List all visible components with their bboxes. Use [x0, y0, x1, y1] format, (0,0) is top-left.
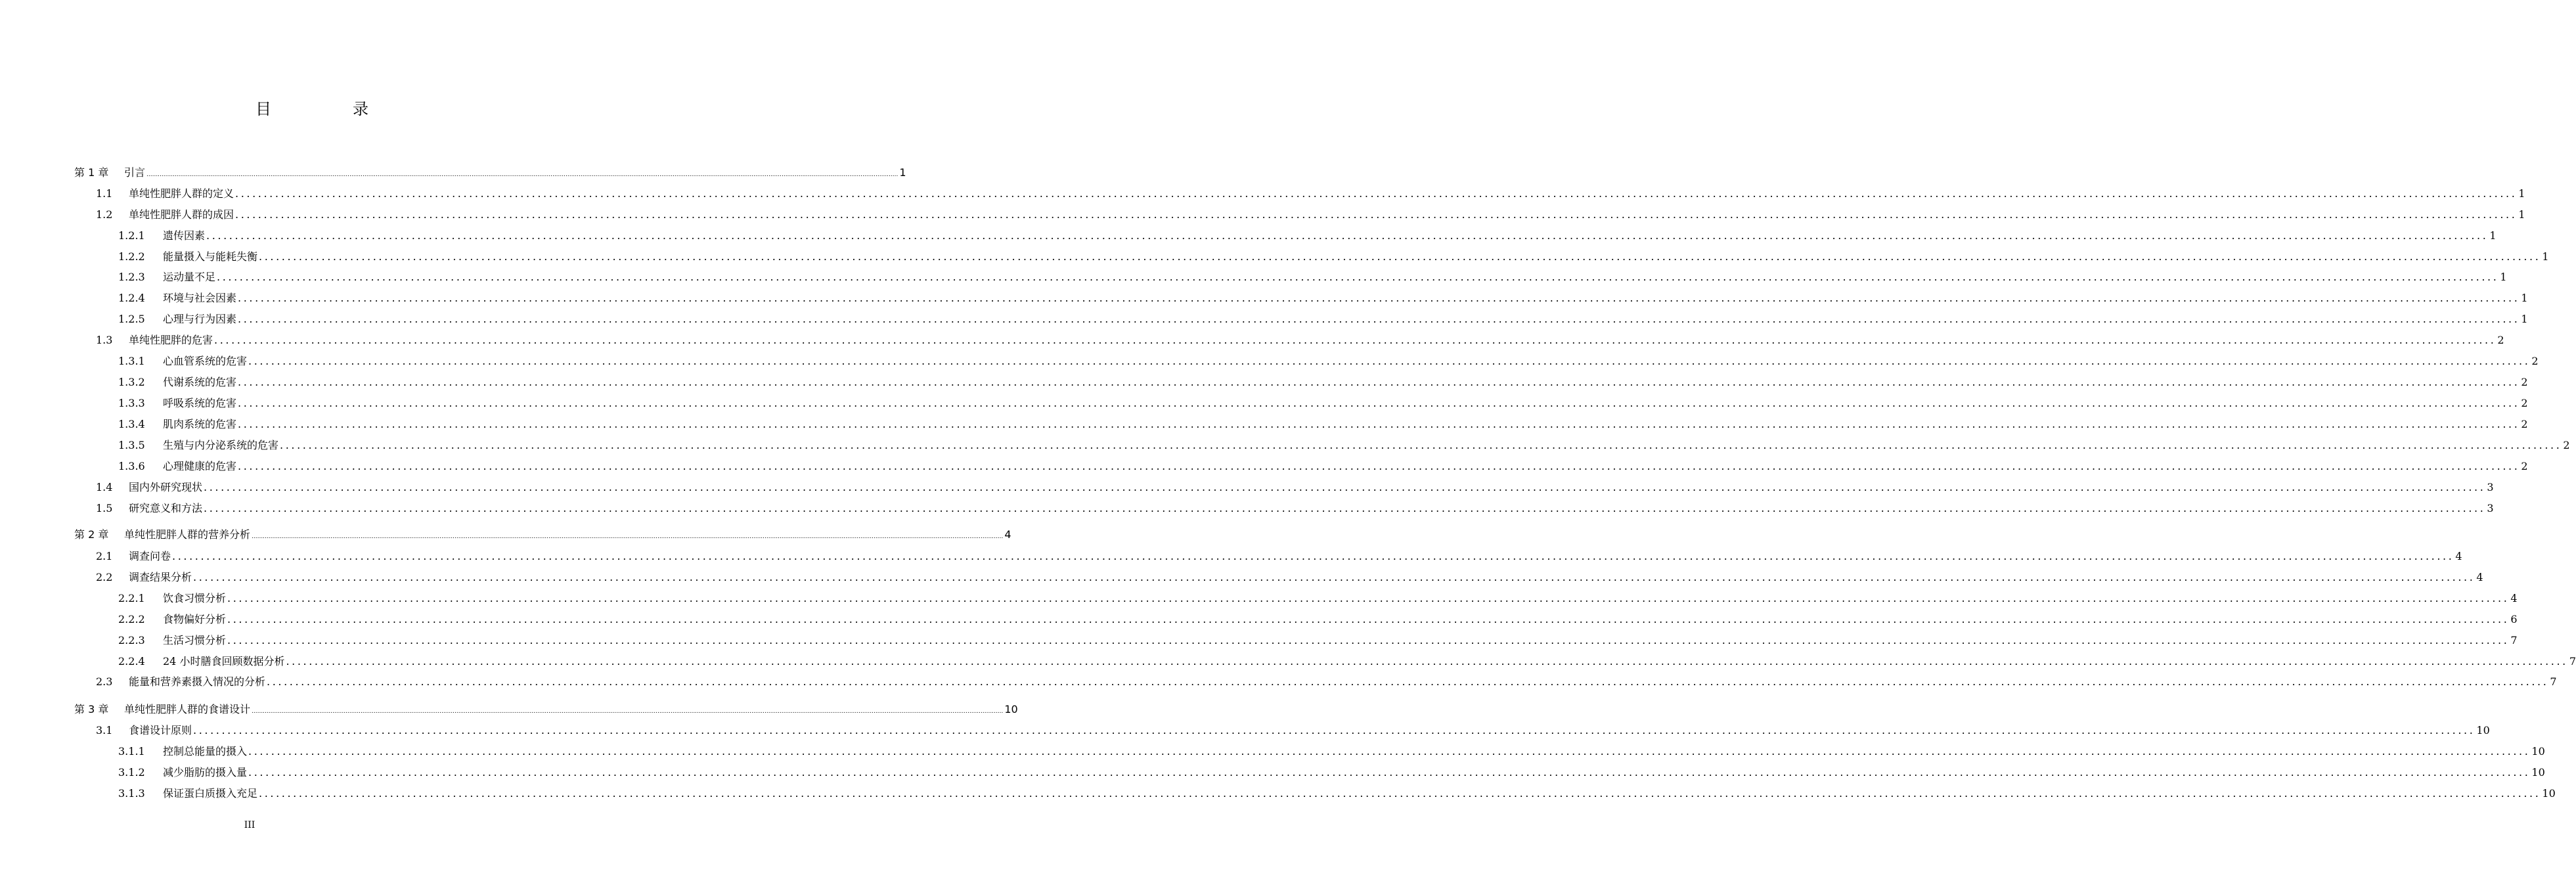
toc-entry-number: 2.2.2	[118, 613, 145, 625]
toc-entry[interactable]	[118, 395, 2528, 410]
toc-entry-title: 能量和营养素摄入情况的分析	[129, 675, 266, 688]
toc-entry-title: 单纯性肥胖人群的营养分析	[124, 528, 251, 541]
toc-entry-page: 4	[2510, 592, 2518, 604]
toc-entry-number: 1.2.3	[118, 271, 145, 283]
toc-entry-number: 第 1 章	[74, 166, 109, 179]
toc-entry-title: 能量摄入与能耗失衡	[163, 250, 258, 263]
toc-entry[interactable]	[118, 743, 2545, 758]
toc-entry-page: 10	[2531, 745, 2545, 758]
toc-entry-number: 1.3.4	[118, 418, 145, 430]
toc-entry-number: 2.1	[96, 550, 113, 562]
toc-entry-number: 2.2.4	[118, 655, 145, 668]
toc-entry-title: 单纯性肥胖人群的食谱设计	[124, 703, 251, 715]
toc-entry-title: 呼吸系统的危害	[163, 397, 237, 409]
toc-entry-number: 1.3	[96, 334, 113, 346]
toc-entry-number: 1.2.2	[118, 250, 145, 263]
toc-entry[interactable]	[96, 206, 2525, 221]
toc-entry[interactable]	[118, 311, 2528, 326]
page-number: III	[244, 820, 255, 830]
toc-entry[interactable]	[96, 332, 2504, 347]
toc-leader-dots: ................................................................................................................................................................................................................................................................................................................................................................................................................	[252, 533, 1004, 540]
toc-entry-page: 1	[2521, 313, 2528, 325]
toc-entry-title: 运动量不足	[163, 271, 216, 283]
toc-entry[interactable]	[118, 590, 2518, 605]
toc-entry-number: 1.3.2	[118, 376, 145, 388]
toc-entry-number: 3.1.3	[118, 787, 145, 800]
toc-leader-dots: ................................................................................................................................................................................................................................................................................................................................................................................................................	[146, 171, 899, 178]
toc-entry-page: 1	[2542, 250, 2549, 263]
toc-leader-dots: ................................................................................................................................................................................................................................................................................................................................................................................................................	[248, 355, 2531, 367]
toc-entry[interactable]	[96, 569, 2483, 584]
toc-entry-page: 1	[2521, 292, 2528, 304]
toc-entry-page: 2	[2563, 439, 2570, 451]
toc-entry-number: 1.1	[96, 187, 113, 200]
toc-entry[interactable]	[96, 500, 2494, 515]
toc-leader-dots: ................................................................................................................................................................................................................................................................................................................................................................................................................	[235, 187, 2518, 200]
toc-entry[interactable]	[118, 353, 2539, 368]
toc-entry-title: 调查问卷	[129, 550, 171, 562]
toc-entry-number: 2.3	[96, 675, 113, 688]
toc-entry-page: 1	[2518, 187, 2525, 200]
toc-entry-title: 肌肉系统的危害	[163, 418, 237, 430]
toc-entry-page: 2	[2497, 334, 2504, 346]
toc-entry-number: 1.3.3	[118, 397, 145, 409]
toc-entry[interactable]	[74, 701, 1018, 716]
toc-entry-number: 3.1.2	[118, 766, 145, 779]
toc-entry-title: 食谱设计原则	[129, 724, 192, 736]
toc-entry-title: 保证蛋白质摄入充足	[163, 787, 258, 800]
toc-entry-number: 2.2.3	[118, 634, 145, 646]
toc-leader-dots: ................................................................................................................................................................................................................................................................................................................................................................................................................	[227, 634, 2510, 646]
toc-entry-title: 单纯性肥胖人群的成因	[129, 208, 234, 221]
page-title: 目 录	[255, 100, 401, 118]
toc-leader-dots: ................................................................................................................................................................................................................................................................................................................................................................................................................	[227, 592, 2510, 604]
toc-entry[interactable]	[118, 632, 2518, 647]
toc-entry[interactable]	[96, 185, 2525, 200]
toc-entry-page: 3	[2487, 481, 2494, 493]
toc-entry-page: 7	[2510, 634, 2518, 646]
toc-entry[interactable]	[118, 416, 2528, 431]
toc-leader-dots: ................................................................................................................................................................................................................................................................................................................................................................................................................	[238, 418, 2520, 430]
toc-entry-title: 24 小时膳食回顾数据分析	[163, 655, 285, 668]
toc-leader-dots: ................................................................................................................................................................................................................................................................................................................................................................................................................	[267, 675, 2549, 688]
toc-leader-dots: ................................................................................................................................................................................................................................................................................................................................................................................................................	[248, 766, 2531, 779]
toc-leader-dots: ................................................................................................................................................................................................................................................................................................................................................................................................................	[227, 613, 2510, 625]
toc-entry[interactable]	[96, 722, 2490, 737]
toc-entry-page: 7	[2569, 655, 2576, 668]
toc-entry-title: 生殖与内分泌系统的危害	[163, 439, 279, 451]
toc-entry-number: 第 3 章	[74, 703, 109, 715]
toc-entry-page: 1	[899, 166, 906, 179]
toc-entry-page: 1	[2489, 229, 2497, 242]
toc-entry-title: 调查结果分析	[129, 571, 192, 583]
toc-entry[interactable]	[96, 548, 2462, 563]
toc-entry[interactable]	[74, 164, 906, 179]
toc-entry-number: 1.2.5	[118, 313, 145, 325]
toc-entry[interactable]	[118, 437, 2570, 452]
toc-entry-page: 1	[2518, 208, 2525, 221]
toc-entry-title: 控制总能量的摄入	[163, 745, 248, 758]
toc-leader-dots: ................................................................................................................................................................................................................................................................................................................................................................................................................	[204, 502, 2486, 514]
toc-entry-page: 7	[2550, 675, 2557, 688]
toc-leader-dots: ................................................................................................................................................................................................................................................................................................................................................................................................................	[286, 655, 2568, 668]
toc-entry[interactable]	[118, 227, 2497, 242]
toc-leader-dots: ................................................................................................................................................................................................................................................................................................................................................................................................................	[206, 229, 2489, 242]
toc-entry-title: 研究意义和方法	[129, 502, 203, 514]
toc-leader-dots: ................................................................................................................................................................................................................................................................................................................................................................................................................	[214, 334, 2497, 346]
toc-entry-page: 10	[2531, 766, 2545, 779]
toc-entry-page: 6	[2510, 613, 2518, 625]
toc-entry-number: 1.2	[96, 208, 113, 221]
toc-entry[interactable]	[118, 458, 2528, 473]
toc-entry-number: 1.3.6	[118, 460, 145, 472]
toc-leader-dots: ................................................................................................................................................................................................................................................................................................................................................................................................................	[217, 271, 2499, 283]
toc-entry-page: 10	[2476, 724, 2490, 736]
toc-entry-title: 单纯性肥胖人群的定义	[129, 187, 234, 200]
toc-entry-title: 心理健康的危害	[163, 460, 237, 472]
toc-entry-number: 2.2.1	[118, 592, 145, 604]
toc-entry-page: 4	[2455, 550, 2462, 562]
toc-entry-title: 心血管系统的危害	[163, 355, 248, 367]
toc-entry-title: 减少脂肪的摄入量	[163, 766, 248, 779]
toc-entry-title: 心理与行为因素	[163, 313, 237, 325]
toc-entry[interactable]	[118, 764, 2545, 779]
toc-leader-dots: ................................................................................................................................................................................................................................................................................................................................................................................................................	[193, 571, 2476, 583]
toc-entry-number: 1.3.5	[118, 439, 145, 451]
toc-entry-page: 2	[2521, 397, 2528, 409]
toc-entry-number: 3.1.1	[118, 745, 145, 758]
toc-entry-page: 10	[2542, 787, 2556, 800]
toc-entry-title: 遗传因素	[163, 229, 206, 242]
toc-entry[interactable]	[118, 269, 2507, 284]
toc-leader-dots: ................................................................................................................................................................................................................................................................................................................................................................................................................	[252, 708, 1004, 715]
toc-entry[interactable]	[96, 673, 2557, 689]
toc-entry-title: 代谢系统的危害	[163, 376, 237, 388]
toc-entry-title: 生活习惯分析	[163, 634, 227, 646]
toc-entry-title: 单纯性肥胖的危害	[129, 334, 213, 346]
toc-leader-dots: ................................................................................................................................................................................................................................................................................................................................................................................................................	[238, 313, 2520, 325]
toc-leader-dots: ................................................................................................................................................................................................................................................................................................................................................................................................................	[204, 481, 2486, 493]
toc-entry[interactable]	[118, 611, 2518, 626]
toc-entry[interactable]	[96, 479, 2494, 494]
toc-entry-number: 1.2.1	[118, 229, 145, 242]
toc-entry-page: 2	[2521, 418, 2528, 430]
toc-entry-number: 1.2.4	[118, 292, 145, 304]
toc-entry-page: 4	[2476, 571, 2483, 583]
toc-entry-number: 1.5	[96, 502, 113, 514]
toc-entry-page: 2	[2531, 355, 2539, 367]
toc-entry[interactable]	[118, 653, 2576, 668]
toc-leader-dots: ................................................................................................................................................................................................................................................................................................................................................................................................................	[259, 787, 2541, 800]
toc-entry[interactable]	[118, 248, 2549, 263]
toc-leader-dots: ................................................................................................................................................................................................................................................................................................................................................................................................................	[280, 439, 2562, 451]
toc-entry-title: 国内外研究现状	[129, 481, 203, 493]
toc-entry-number: 3.1	[96, 724, 113, 736]
toc-entry-page: 2	[2521, 376, 2528, 388]
toc-entry[interactable]	[118, 290, 2528, 305]
toc-entry-page: 4	[1004, 528, 1011, 541]
toc-leader-dots: ................................................................................................................................................................................................................................................................................................................................................................................................................	[193, 724, 2476, 736]
toc-entry-page: 1	[2500, 271, 2507, 283]
toc-leader-dots: ................................................................................................................................................................................................................................................................................................................................................................................................................	[238, 460, 2520, 472]
toc-entry-title: 饮食习惯分析	[163, 592, 227, 604]
toc-leader-dots: ................................................................................................................................................................................................................................................................................................................................................................................................................	[248, 745, 2531, 758]
toc-entry-page: 10	[1004, 703, 1018, 715]
toc-leader-dots: ................................................................................................................................................................................................................................................................................................................................................................................................................	[235, 208, 2518, 221]
toc-leader-dots: ................................................................................................................................................................................................................................................................................................................................................................................................................	[259, 250, 2541, 263]
toc-entry-number: 1.3.1	[118, 355, 145, 367]
toc-entry-title: 环境与社会因素	[163, 292, 237, 304]
toc-entry[interactable]	[118, 374, 2528, 389]
toc-entry-page: 2	[2521, 460, 2528, 472]
toc-leader-dots: ................................................................................................................................................................................................................................................................................................................................................................................................................	[172, 550, 2454, 562]
toc-entry-number: 1.4	[96, 481, 113, 493]
toc-entry-number: 2.2	[96, 571, 113, 583]
toc-entry-number: 第 2 章	[74, 528, 109, 541]
toc-entry[interactable]	[118, 785, 2556, 800]
toc-entry-title: 食物偏好分析	[163, 613, 227, 625]
toc-leader-dots: ................................................................................................................................................................................................................................................................................................................................................................................................................	[238, 397, 2520, 409]
toc-entry[interactable]	[74, 526, 1011, 541]
toc-leader-dots: ................................................................................................................................................................................................................................................................................................................................................................................................................	[238, 376, 2520, 388]
toc-entry-page: 3	[2487, 502, 2494, 514]
toc-entry-title: 引言	[124, 166, 146, 179]
toc-leader-dots: ................................................................................................................................................................................................................................................................................................................................................................................................................	[238, 292, 2520, 304]
